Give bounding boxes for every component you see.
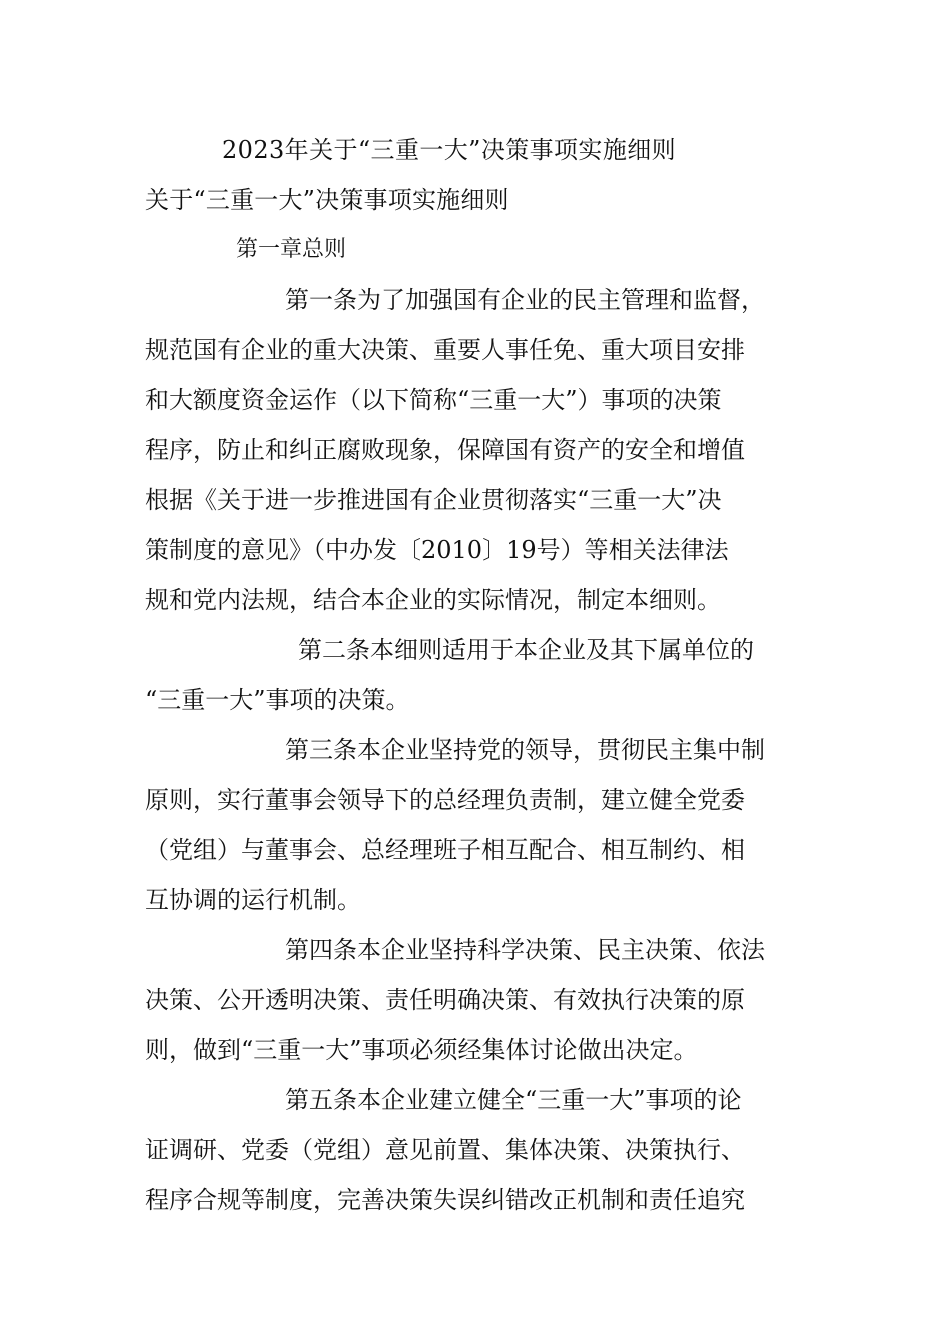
article-5-line-2: 证调研、党委（党组）意见前置、集体决策、决策执行、 — [145, 1136, 745, 1164]
article-4-line-3: 则，做到“三重一大”事项必须经集体讨论做出决定。 — [145, 1036, 698, 1064]
article-1-line-3: 和大额度资金运作（以下简称“三重一大”）事项的决策 — [145, 386, 722, 414]
chapter-heading: 第一章总则 — [236, 237, 347, 262]
article-1-line-5: 根据《关于进一步推进国有企业贯彻落实“三重一大”决 — [145, 486, 722, 514]
article-4-line-2: 决策、公开透明决策、责任明确决策、有效执行决策的原 — [145, 986, 745, 1014]
article-3-line-1: 第三条本企业坚持党的领导，贯彻民主集中制 — [285, 736, 765, 764]
article-2-line-1: 第二条本细则适用于本企业及其下属单位的 — [298, 636, 754, 664]
article-4-line-1: 第四条本企业坚持科学决策、民主决策、依法 — [285, 936, 765, 964]
document-title: 2023年关于“三重一大”决策事项实施细则 — [222, 136, 677, 164]
article-1-line-2: 规范国有企业的重大决策、重要人事任免、重大项目安排 — [145, 336, 745, 364]
article-3-line-2: 原则，实行董事会领导下的总经理负责制，建立健全党委 — [145, 786, 745, 814]
article-1-line-7: 规和党内法规，结合本企业的实际情况，制定本细则。 — [145, 586, 721, 614]
article-3-line-3: （党组）与董事会、总经理班子相互配合、相互制约、相 — [145, 836, 745, 864]
article-5-line-1: 第五条本企业建立健全“三重一大”事项的论 — [285, 1086, 742, 1114]
article-5-line-3: 程序合规等制度，完善决策失误纠错改正机制和责任追究 — [145, 1186, 745, 1214]
document-subtitle: 关于“三重一大”决策事项实施细则 — [145, 186, 509, 214]
article-2-line-2: “三重一大”事项的决策。 — [145, 686, 410, 714]
article-1-line-6: 策制度的意见》（中办发〔2010〕19号）等相关法律法 — [145, 536, 729, 564]
article-1-line-1: 第一条为了加强国有企业的民主管理和监督， — [285, 286, 765, 314]
article-3-line-4: 互协调的运行机制。 — [145, 886, 361, 914]
article-1-line-4: 程序，防止和纠正腐败现象，保障国有资产的安全和增值 — [145, 436, 745, 464]
